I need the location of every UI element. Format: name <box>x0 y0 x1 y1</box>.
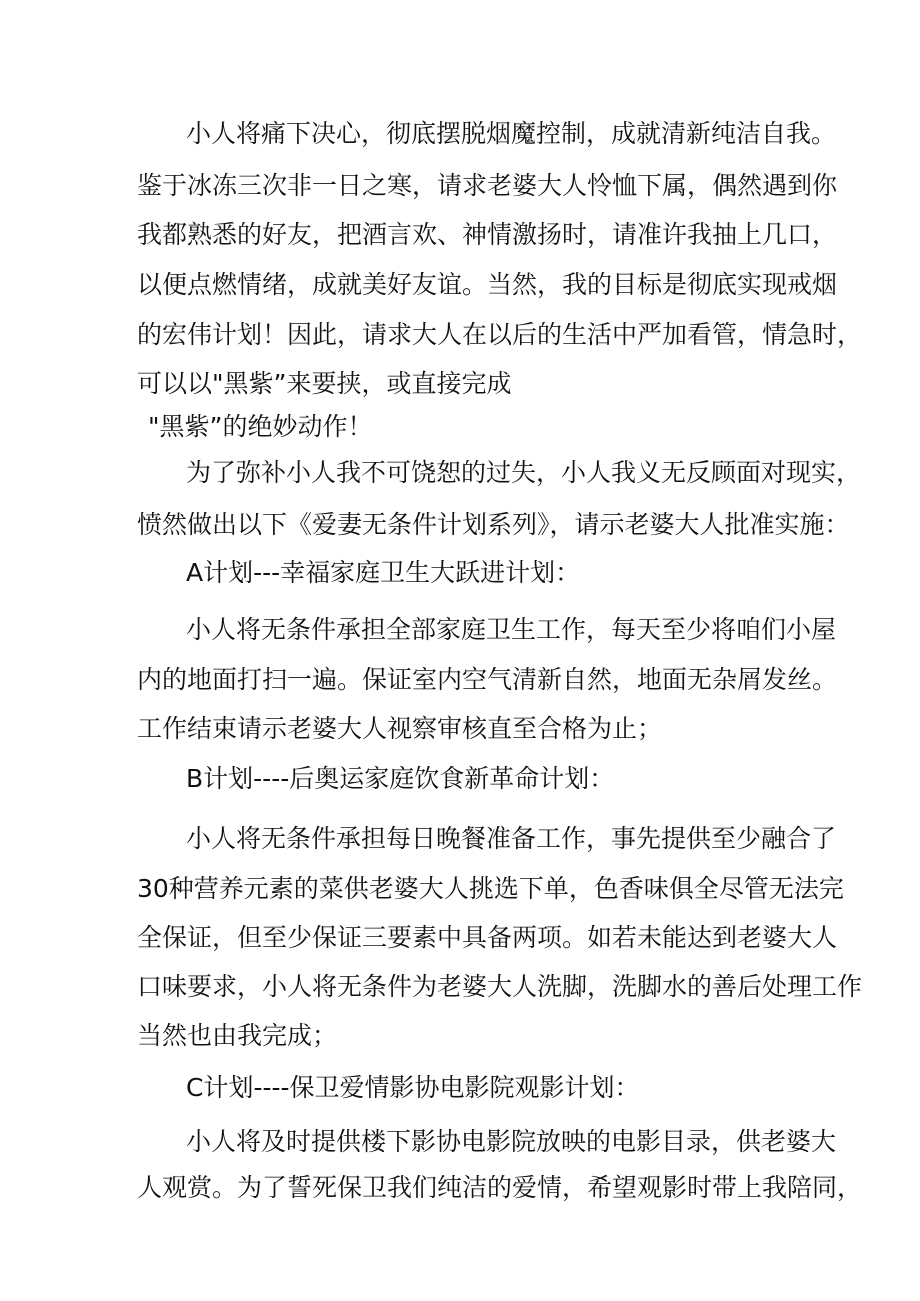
text-line: 当然也由我完成； <box>137 1021 338 1050</box>
text-line: 小人将无条件承担每日晚餐准备工作，事先提供至少融合了 <box>186 824 837 853</box>
text-line: "黑紫”的绝妙动作！ <box>148 412 373 441</box>
text-line: 30种营养元素的菜供老婆大人挑选下单，色香味俱全尽管无法完 <box>137 874 844 903</box>
text-line: 小人将痛下决心，彻底摆脱烟魔控制，成就清新纯洁自我。 <box>186 119 837 148</box>
text-line: 人观赏。为了誓死保卫我们纯洁的爱情，希望观影时带上我陪同， <box>137 1173 863 1202</box>
text-line: 为了弥补小人我不可饶恕的过失，小人我义无反顾面对现实， <box>186 458 862 487</box>
section-heading: A计划---幸福家庭卫生大跃进计划： <box>186 558 581 587</box>
text-line: 愤然做出以下《爱妻无条件计划系列》，请示老婆大人批准实施： <box>137 510 850 539</box>
text-line: 我都熟悉的好友，把酒言欢、神情激扬时，请准许我抽上几口， <box>137 220 838 249</box>
section-heading: C计划----保卫爱情影协电影院观影计划： <box>186 1073 640 1102</box>
text-line: 全保证，但至少保证三要素中具备两项。如若未能达到老婆大人 <box>137 923 838 952</box>
section-heading: B计划----后奥运家庭饮食新革命计划： <box>186 764 615 793</box>
text-line: 的宏伟计划！因此，请求大人在以后的生活中严加看管，情急时， <box>137 320 863 349</box>
text-line: 工作结束请示老婆大人视察审核直至合格为止； <box>137 714 663 743</box>
text-line: 小人将及时提供楼下影协电影院放映的电影目录，供老婆大 <box>186 1127 837 1156</box>
text-line: 内的地面打扫一遍。保证室内空气清新自然，地面无杂屑发丝。 <box>137 665 838 694</box>
text-line: 口味要求，小人将无条件为老婆大人洗脚，洗脚水的善后处理工作 <box>137 972 863 1001</box>
text-line: 鉴于冰冻三次非一日之寒，请求老婆大人怜恤下属，偶然遇到你 <box>137 171 838 200</box>
text-line: 可以以"黑紫”来要挟，或直接完成 <box>137 369 512 398</box>
text-line: 以便点燃情绪，成就美好友谊。当然，我的目标是彻底实现戒烟 <box>137 270 838 299</box>
text-line: 小人将无条件承担全部家庭卫生工作，每天至少将咱们小屋 <box>186 615 837 644</box>
